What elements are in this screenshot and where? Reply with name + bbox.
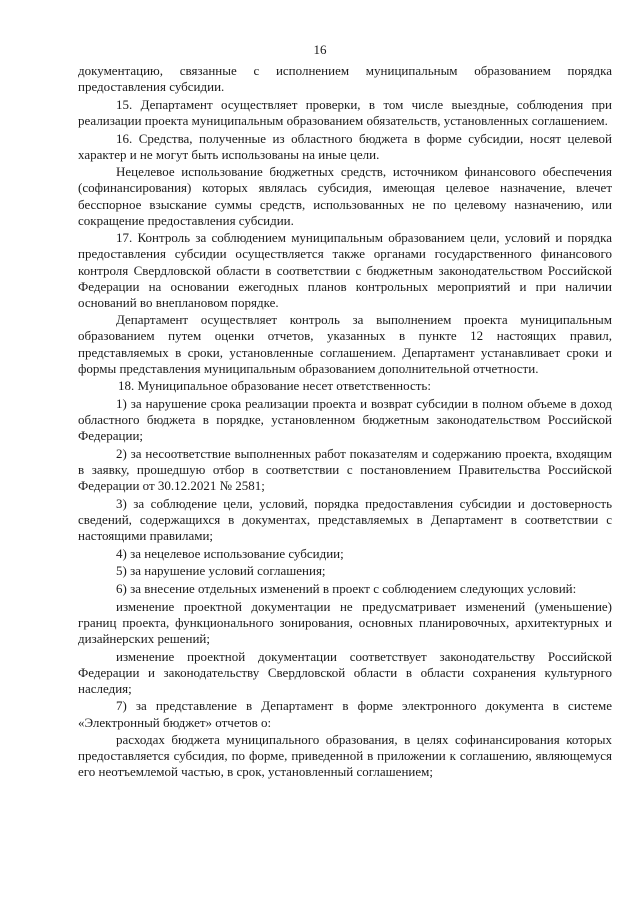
paragraph: документацию, связанные с исполнением муниципальным образованием порядка предоставления субсидии. [78,63,612,95]
paragraph: 6) за внесение отдельных изменений в проект с соблюдением следующих условий: [116,581,577,597]
paragraph: Нецелевое использование бюджетных средств, источником финансового обеспечения (софинансирования) которых являлась субсидия, имеющая целевое назначение, влечет бесспорное взыскание суммы средств, использованных не по целевому назначению, или сокращение предоставления субсидии. [78,164,612,228]
page-number: 16 [313,42,327,57]
paragraph: 5) за нарушение условий соглашения; [116,563,326,579]
paragraph: Департамент осуществляет контроль за выполнением проекта муниципальным образованием путем оценки отчетов, указанных в пункте 12 настоящих правил, представляемых в сроки, установленные соглашением. Департамент устанавливает сроки и формы представления муниципальным образованием дополнительной отчетности. [78,312,612,376]
paragraph: изменение проектной документации соответствует законодательству Российской Федерации и законодательству Свердловской области в области сохранения культурного наследия; [78,648,612,696]
paragraph: 7) за представление в Департамент в форме электронного документа в системе «Электронный бюджет» отчетов о: [78,698,612,730]
paragraph: расходах бюджета муниципального образования, в целях софинансирования которых предоставляется субсидия, по форме, приведенной в приложении к соглашению, являющемуся его неотъемлемой частью, в срок, установленный соглашением; [78,732,612,780]
paragraph: 18. Муниципальное образование несет ответственность: [118,378,431,394]
document-body [78,63,612,782]
paragraph: 2) за несоответствие выполненных работ показателям и содержанию проекта, входящим в заявку, прошедшую отбор в соответствии с постановлением Правительства Российской Федерации от 30.12.2021 № 2581; [78,445,612,494]
paragraph: 1) за нарушение срока реализации проекта и возврат субсидии в полном объеме в доход областного бюджета в порядке, установленном бюджетным законодательством Российской Федерации; [78,396,612,444]
paragraph: 3) за соблюдение цели, условий, порядка предоставления субсидии и достоверность сведений, содержащихся в документах, представляемых в Департамент в соответствии с настоящими правилами; [78,495,612,543]
paragraph: 4) за нецелевое использование субсидии; [116,545,344,561]
paragraph: 17. Контроль за соблюдением муниципальным образованием цели, условий и порядка предоставления субсидии осуществляется также органами государственного финансового контроля Свердловской области в соответствии с бюджетным законодательством Российской Федерации на основании ежегодных планов контрольных мероприятий и при наличии оснований во внеплановом порядке. [78,230,612,310]
paragraph: изменение проектной документации не предусматривает изменений (уменьшение) границ проекта, функционального зонирования, основных планировочных, архитектурных и дизайнерских решений; [78,598,612,646]
paragraph: 15. Департамент осуществляет проверки, в том числе выездные, соблюдения при реализации проекта муниципальным образованием обязательств, установленных соглашением. [78,96,612,128]
paragraph: 16. Средства, полученные из областного бюджета в форме субсидии, носят целевой характер и не могут быть использованы на иные цели. [78,130,612,162]
